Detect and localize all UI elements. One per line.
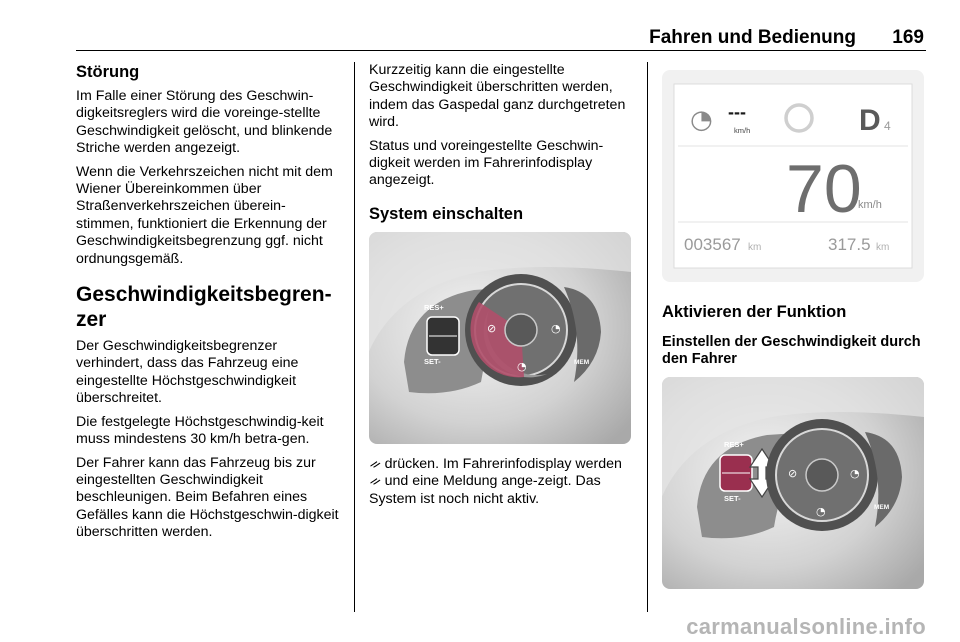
speed-limiter-symbol-icon: ᨀ [369,455,381,472]
set-speed-dashes: --- [728,102,746,122]
limiter-icon: ⊘ [487,321,497,335]
paragraph-text: drücken. Im Fahrerinfodisplay werden [384,455,622,472]
current-speed: 70 [786,151,862,227]
trip-unit: km [876,242,890,253]
mem-label: MEM [874,503,890,511]
heading-geschwindigkeitsbegrenzer: Geschwindigkeitsbegren-zer [76,283,332,332]
heading-einstellen: Einstellen der Geschwindigkeit durch den Fahrer [662,334,921,368]
odometer-value: 003567 [684,235,741,254]
paragraph: Im Falle einer Störung des Geschwin-digkeitsreglers wird die voreinge-stellte Geschwindigkeit gelöscht, und blinkende Striche werden angezeigt. [76,88,333,157]
limiter-icon: ◔ [517,359,527,373]
page-number: 169 [892,27,924,48]
column-right [662,62,926,589]
column-middle [369,62,633,514]
paragraph: Die festgelegte Höchstgeschwindig-keit muss mindestens 30 km/h betra-gen. [76,413,324,448]
odometer-unit: km [748,242,762,253]
heading-system-einschalten: System einschalten [369,204,524,223]
trip-value: 317.5 [828,235,871,254]
cruise-icon: ◔ [850,466,860,480]
speed-unit: km/h [858,199,882,211]
speed-limiter-symbol-icon: ᨀ [369,473,381,490]
steering-wheel-rocker-figure [662,377,924,589]
mem-label: MEM [574,358,590,366]
limiter-icon: ◔ [816,504,826,518]
gear-number: 4 [884,119,891,133]
heading-aktivieren: Aktivieren der Funktion [662,303,847,321]
paragraph: Der Fahrer kann das Fahrzeug bis zur eingestellten Geschwindigkeit beschleunigen. Beim Befahren eines Gefälles kann die Höchstgeschwin-digkeit überschritten werden. [76,454,339,541]
limiter-status-icon: ◔ [690,105,713,135]
column-divider-2 [647,62,648,612]
paragraph: Wenn die Verkehrszeichen nicht mit dem Wiener Übereinkommen über Straßenverkehrszeichen überein-stimmen, funktioniert die Erkennung der Geschwindigkeitsbegrenzung ggf. nicht ordnungsgemäß. [76,163,333,267]
set-label: SET- [724,493,741,503]
cruise-icon: ◔ [551,321,561,335]
paragraph: Status und voreingestellte Geschwin-digkeit werden im Fahrerinfodisplay angezeigt. [369,137,604,189]
res-label: RES+ [724,439,744,449]
paragraph: Kurzzeitig kann die eingestellte Geschwindigkeit überschritten werden, indem das Gaspedal ganz durchgetreten wird. [369,62,626,131]
heading-stoerung: Störung [76,63,140,81]
res-label: RES+ [424,302,444,312]
chapter-title: Fahren und Bedienung [649,27,856,48]
column-divider-1 [354,62,355,612]
paragraph: Der Geschwindigkeitsbegrenzer verhindert, dass das Fahrzeug eine eingestellte Höchstgeschwindigkeit überschreitet. [76,338,299,407]
driver-info-display-figure [662,70,924,282]
set-speed-unit: km/h [734,126,751,135]
paragraph-text: und eine Meldung ange-zeigt. Das System ist noch nicht aktiv. [369,473,601,507]
page-header [76,24,926,51]
paragraph [369,456,633,508]
steering-wheel-controls-figure [369,232,631,444]
set-label: SET- [424,356,441,366]
column-left [76,62,341,548]
watermark: carmanualsonline.info [686,614,926,639]
limiter-icon: ⊘ [788,466,798,480]
gear-indicator: D [859,104,881,137]
